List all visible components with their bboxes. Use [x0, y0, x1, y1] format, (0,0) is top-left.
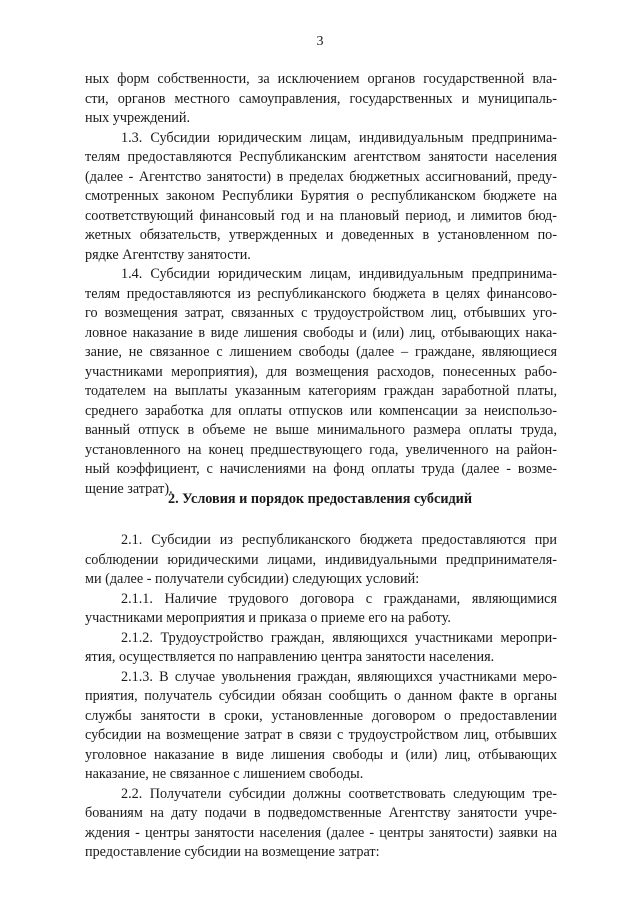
text-line: сти, органов местного самоуправления, государственных и муниципаль- — [85, 90, 557, 107]
text-line: приятия, получатель субсидии обязан сообщить о данном факте в органы — [85, 688, 557, 704]
text-line: установленного на конец предшествующего года, увеличенного на район- — [85, 441, 557, 458]
page-number: 3 — [316, 34, 324, 49]
text-line: зание, не связанное с лишением свободы (далее – граждане, являющиеся — [85, 344, 557, 360]
text-line: уголовное наказание в виде лишения свободы и (или) лиц, отбывающих — [85, 746, 557, 763]
text-line: наказание, не связанное с лишением свободы. — [85, 766, 364, 782]
text-line: службы занятости в сроки, установленные договором о предоставлении — [85, 707, 557, 724]
text-line: ных учреждений. — [85, 110, 191, 126]
text-line: 2.1.1. Наличие трудового договора с гражданами, являющимися — [121, 590, 557, 607]
text-line: субсидии на возмещение затрат в связи с трудоустройством лиц, отбывших — [85, 727, 557, 743]
text-line: (далее - Агентство занятости) в пределах бюджетных ассигнований, преду- — [85, 168, 557, 185]
intro-paragraph — [85, 70, 557, 499]
text-line: ятия, осуществляется по направлению центра занятости населения. — [85, 649, 495, 665]
text-line: щение затрат). — [85, 480, 173, 497]
text-line: го возмещения затрат, связанных с трудоустройством лиц, отбывших уго- — [85, 305, 557, 321]
text-line: рядке Агентству занятости. — [85, 246, 251, 263]
text-line: телям предоставляются из республиканского бюджета в целях финансово- — [85, 285, 557, 302]
text-line: бованиям на дату подачи в подведомственные Агентству занятости учре- — [85, 805, 557, 821]
text-line: ждения - центры занятости населения (далее - центры занятости) заявки на — [85, 824, 557, 841]
text-line: ми (далее - получатели субсидии) следующих условий: — [85, 571, 420, 587]
text-line: ванный отпуск в объеме не выше минимального размера оплаты труда, — [85, 422, 557, 438]
text-line: 2.2. Получатели субсидии должны соответствовать следующим тре- — [121, 785, 557, 802]
text-line: тодателем на выплаты указанным категориям граждан заработной платы, — [85, 383, 557, 399]
text-line: телям предоставляются Республиканским агентством занятости населения — [85, 149, 557, 165]
section-2-paragraphs — [85, 531, 557, 863]
text-line: 2.1. Субсидии из республиканского бюджета предоставляются при — [121, 532, 557, 548]
text-line: ный коэффициент, с начислениями на фонд оплаты труда (далее - возме- — [85, 461, 557, 477]
text-line: 2.1.2. Трудоустройство граждан, являющихся участниками меропри- — [121, 629, 557, 646]
text-line: участниками мероприятия и приказа о приеме его на работу. — [85, 610, 451, 626]
text-line: 1.4. Субсидии юридическим лицам, индивидуальным предпринима- — [121, 266, 557, 282]
text-line: ных форм собственности, за исключением органов государственной вла- — [85, 71, 557, 87]
text-line: 1.3. Субсидии юридическим лицам, индивидуальным предпринима- — [121, 129, 557, 146]
text-line: 2.1.3. В случае увольнения граждан, являющихся участниками меро- — [121, 668, 557, 685]
text-line: смотренных законом Республики Бурятия о республиканском бюджете на — [85, 188, 557, 204]
section-title: 2. Условия и порядок предоставления субсидий — [167, 491, 473, 507]
text-line: соблюдении юридическими лицами, индивидуальными предпринимателя- — [85, 551, 557, 568]
text-line: ловное наказание в виде лишения свободы и (или) лиц, отбывающих нака- — [85, 324, 557, 341]
text-line: предоставление субсидии на возмещение затрат: — [85, 844, 380, 860]
text-line: жетных обязательств, утвержденных и доведенных в установленном по- — [85, 227, 557, 243]
text-line: соответствующий финансовый год и на плановый период, и лимитов бюд- — [85, 207, 557, 224]
text-line: участниками мероприятия), для возмещения расходов, понесенных рабо- — [85, 363, 557, 380]
text-line: среднего заработка для оплаты отпусков или компенсации за неиспользо- — [85, 402, 557, 419]
